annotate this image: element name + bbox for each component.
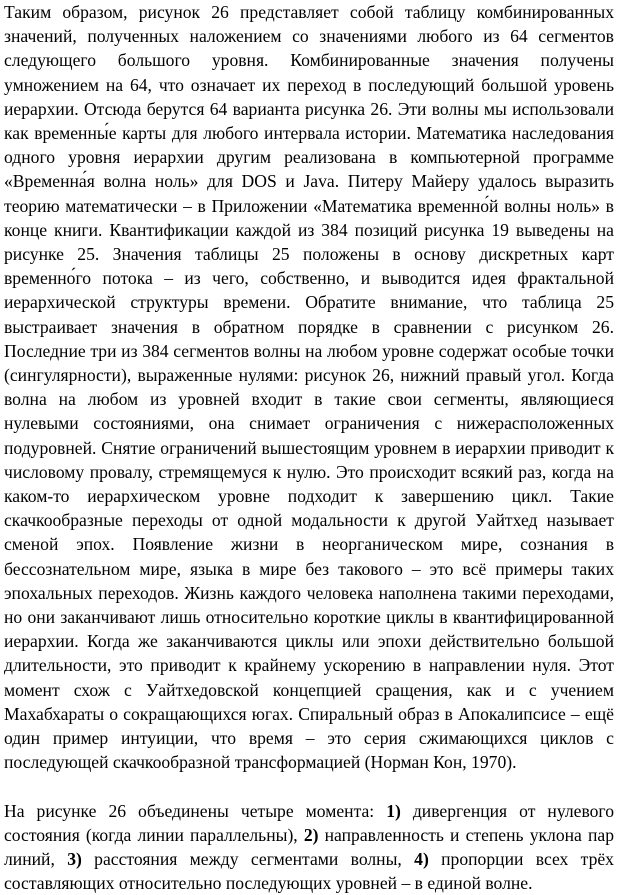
document-page [4,0,614,895]
paragraph-1: Таким образом, рисунок 26 представляет собой таблицу комбинированных значений, полученных наложением со значениями любого из 64 сегментов следующего большого уровня. Комбинированные значения получены умножением на 64, что означает их переход в последующий большой уровень иерархии. Отсюда берутся 64 варианта рисунка 26. Эти волны мы использовали как временны́е карты для любого интервала истории. Математика наследования одного уровня иерархии другим реализована в компьютерной программе «Временна́я волна ноль» для DOS и Java. Питеру Майеру удалось выразить теорию математически – в Приложении «Математика временно́й волны ноль» в конце книги. Квантификации каждой из 384 позиций рисунка 19 выведены на рисунке 25. Значения таблицы 25 положены в основу дискретных карт временно́го потока – из чего, собственно, и выводится идея фрактальной иерархической структуры времени. Обратите внимание, что таблица 25 выстраивает значения в обратном порядке в сравнении с рисунком 26. Последние три из 384 сегментов волны на любом уровне содержат особые точки (сингулярности), выраженные нулями: рисунок 26, нижний правый угол. Когда волна на любом из уровней входит в такие свои сегменты, являющиеся нулевыми состояниями, она снимает ограничения с нижерасположенных подуровней. Снятие ограничений вышестоящим уровнем в иерархии приводит к числовому провалу, стремящемуся к нулю. Это происходит всякий раз, когда на каком-то иерархическом уровне подходит к завершению цикл. Такие скачкообразные переходы от одной модальности к другой Уайтхед называет сменой эпох. Появление жизни в неорганическом мире, сознания в бессознательном мире, языка в мире без такового – это всё примеры таких эпохальных переходов. Жизнь каждого человека наполнена такими переходами, но они заканчивают лишь относительно короткие циклы в квантифицированной иерархии. Когда же заканчиваются циклы или эпохи действительно большой длительности, это приводит к крайнему ускорению в направлении нуля. Этот момент схож с Уайтхедовской концепцией сращения, как и с учением Махабхараты о сокращающихся югах. Спиральный образ в Апокалипсисе – ещё один пример интуиции, что время – это серия сжимающихся циклов с последующей скачкообразной трансформацией (Норман Кон, 1970). [4,0,614,775]
list-item-1-text: дивергенция от нулевого состояния (когда линии параллельны), [4,801,614,845]
list-marker-3: 3) [67,849,82,869]
paragraph-2-intro: На рисунке 26 объединены четыре момента: [4,801,386,821]
list-item-2-text: направленность и степень уклона пар линий, [4,825,614,869]
list-item-4-text: пропорции всех трёх составляющих относительно последующих уровней – в единой волне. [4,849,614,893]
list-marker-2: 2) [304,825,319,845]
list-marker-1: 1) [386,801,401,821]
list-marker-4: 4) [414,849,429,869]
paragraph-spacer [4,775,614,799]
paragraph-2 [4,799,614,895]
list-item-3-text: расстояния между сегментами волны, [82,849,414,869]
